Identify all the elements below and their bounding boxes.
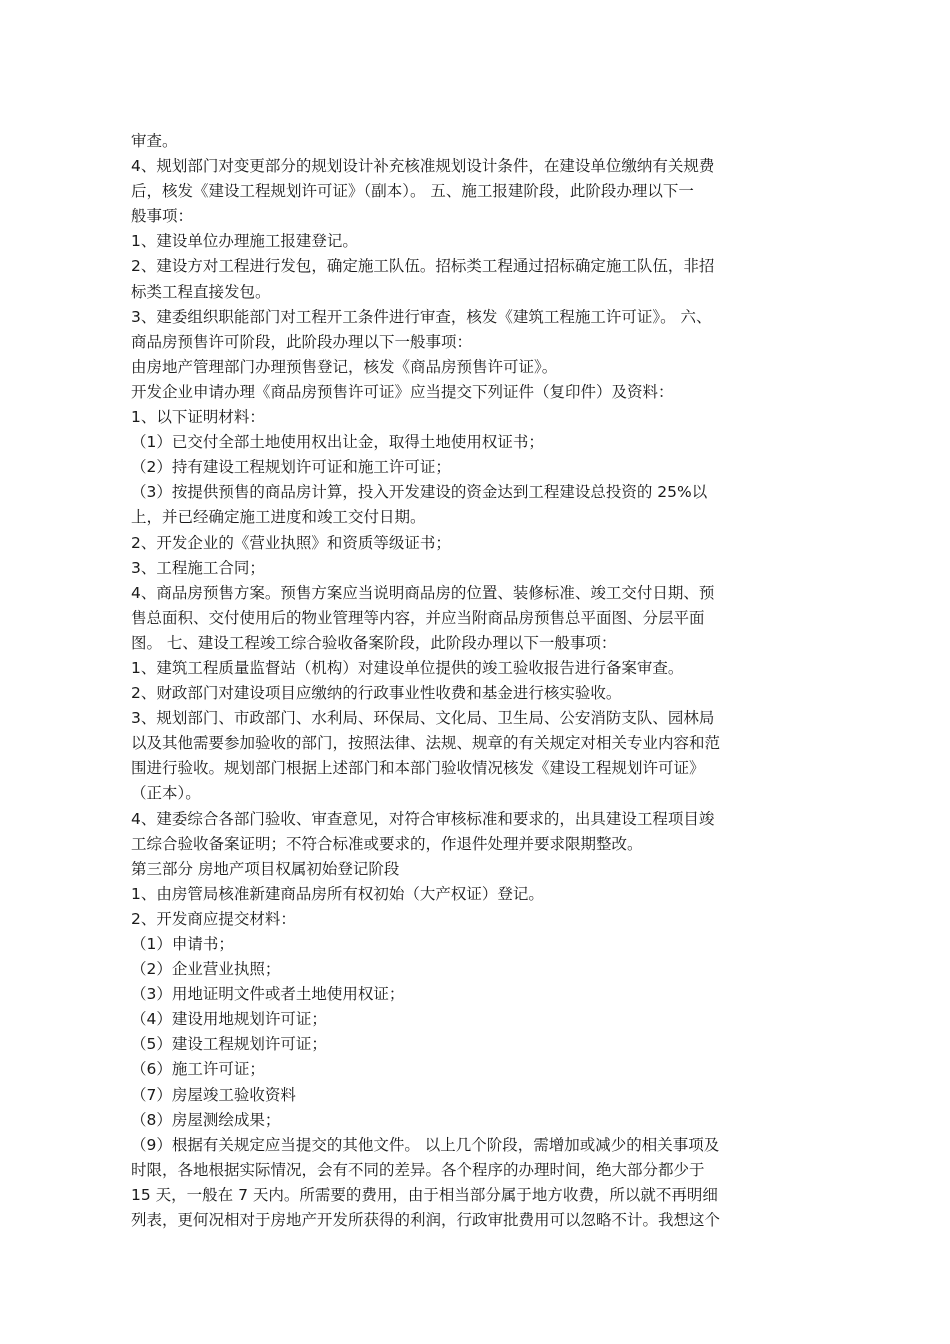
text-line: 1、建筑工程质量监督站（机构）对建设单位提供的竣工验收报告进行备案审查。 xyxy=(131,658,684,677)
text-line: （1）已交付全部土地使用权出让金，取得土地使用权证书； xyxy=(131,433,544,452)
text-line: 图。 七、建设工程竣工综合验收备案阶段，此阶段办理以下一般事项： xyxy=(131,633,617,652)
text-line: 4、规划部门对变更部分的规划设计补充核准规划设计条件，在建设单位缴纳有关规费 xyxy=(131,157,715,176)
text-line: （2）持有建设工程规划许可证和施工许可证； xyxy=(131,458,451,477)
text-line: 标类工程直接发包。 xyxy=(131,282,271,301)
text-line: 商品房预售许可阶段，此阶段办理以下一般事项： xyxy=(131,332,473,351)
list-item: （8）房屋测绘成果； xyxy=(131,1110,281,1129)
text-line: 1、以下证明材料： xyxy=(131,408,265,427)
text-line: 4、建委综合各部门验收、审查意见，对符合审核标准和要求的，出具建设工程项目竣 xyxy=(131,809,715,828)
text-line: 后，核发《建设工程规划许可证》（副本）。 五、施工报建阶段，此阶段办理以下一 xyxy=(131,182,694,201)
text-line: 列表，更何况相对于房地产开发所获得的利润，行政审批费用可以忽略不计。我想这个 xyxy=(131,1211,721,1230)
text-line: 2、建设方对工程进行发包，确定施工队伍。招标类工程通过招标确定施工队伍，非招 xyxy=(131,257,715,276)
text-line: 2、开发商应提交材料： xyxy=(131,909,296,928)
text-line: 3、工程施工合同； xyxy=(131,558,265,577)
text-line: 时限，各地根据实际情况，会有不同的差异。各个程序的办理时间，绝大部分都少于 xyxy=(131,1160,705,1179)
list-item: （1）申请书； xyxy=(131,935,234,953)
text-line: 4、商品房预售方案。预售方案应当说明商品房的位置、装修标准、竣工交付日期、预 xyxy=(131,583,715,602)
text-line: 3、规划部门、市政部门、水利局、环保局、文化局、卫生局、公安消防支队、园林局 xyxy=(131,709,715,728)
text-line: 2、财政部门对建设项目应缴纳的行政事业性收费和基金进行核实验收。 xyxy=(131,684,622,703)
list-item: （2）企业营业执照； xyxy=(131,960,281,979)
text-line: 1、建设单位办理施工报建登记。 xyxy=(131,232,358,251)
list-item: （3）用地证明文件或者土地使用权证； xyxy=(131,985,405,1004)
text-line: 15 天，一般在 7 天内。所需要的费用，由于相当部分属于地方收费，所以就不再明细 xyxy=(131,1185,718,1204)
text-line: 3、建委组织职能部门对工程开工条件进行审查，核发《建筑工程施工许可证》。 六、 xyxy=(131,307,712,326)
text-line: 售总面积、交付使用后的物业管理等内容，并应当附商品房预售总平面图、分层平面 xyxy=(131,608,705,627)
section-heading: 第三部分 房地产项目权属初始登记阶段 xyxy=(131,859,400,878)
list-item: （6）施工许可证； xyxy=(131,1060,265,1079)
list-item: （5）建设工程规划许可证； xyxy=(131,1035,327,1054)
text-line: 工综合验收备案证明；不符合标准或要求的，作退件处理并要求限期整改。 xyxy=(131,834,643,853)
text-line: （9）根据有关规定应当提交的其他文件。 以上几个阶段，需增加或减少的相关事项及 xyxy=(131,1135,720,1154)
document-body xyxy=(131,129,776,1233)
list-item: （4）建设用地规划许可证； xyxy=(131,1010,327,1029)
text-line: 以及其他需要参加验收的部门，按照法律、法规、规章的有关规定对相关专业内容和范 xyxy=(131,734,721,753)
text-line: 开发企业申请办理《商品房预售许可证》应当提交下列证件（复印件）及资料： xyxy=(131,382,674,401)
list-item: （7）房屋竣工验收资料 xyxy=(131,1085,296,1104)
text-line: 由房地产管理部门办理预售登记，核发《商品房预售许可证》。 xyxy=(131,357,558,376)
text-line: 般事项： xyxy=(131,207,194,226)
text-line: （3）按提供预售的商品房计算，投入开发建设的资金达到工程建设总投资的 25%以 xyxy=(131,483,708,502)
text-line: 2、开发企业的《营业执照》和资质等级证书； xyxy=(131,533,451,552)
text-line: 上，并已经确定施工进度和竣工交付日期。 xyxy=(131,508,426,527)
text-line: 1、由房管局核准新建商品房所有权初始（大产权证）登记。 xyxy=(131,884,544,903)
text-line: 审查。 xyxy=(131,132,178,150)
text-line: 围进行验收。规划部门根据上述部门和本部门验收情况核发《建设工程规划许可证》 xyxy=(131,759,705,778)
text-line: （正本）。 xyxy=(131,784,201,803)
